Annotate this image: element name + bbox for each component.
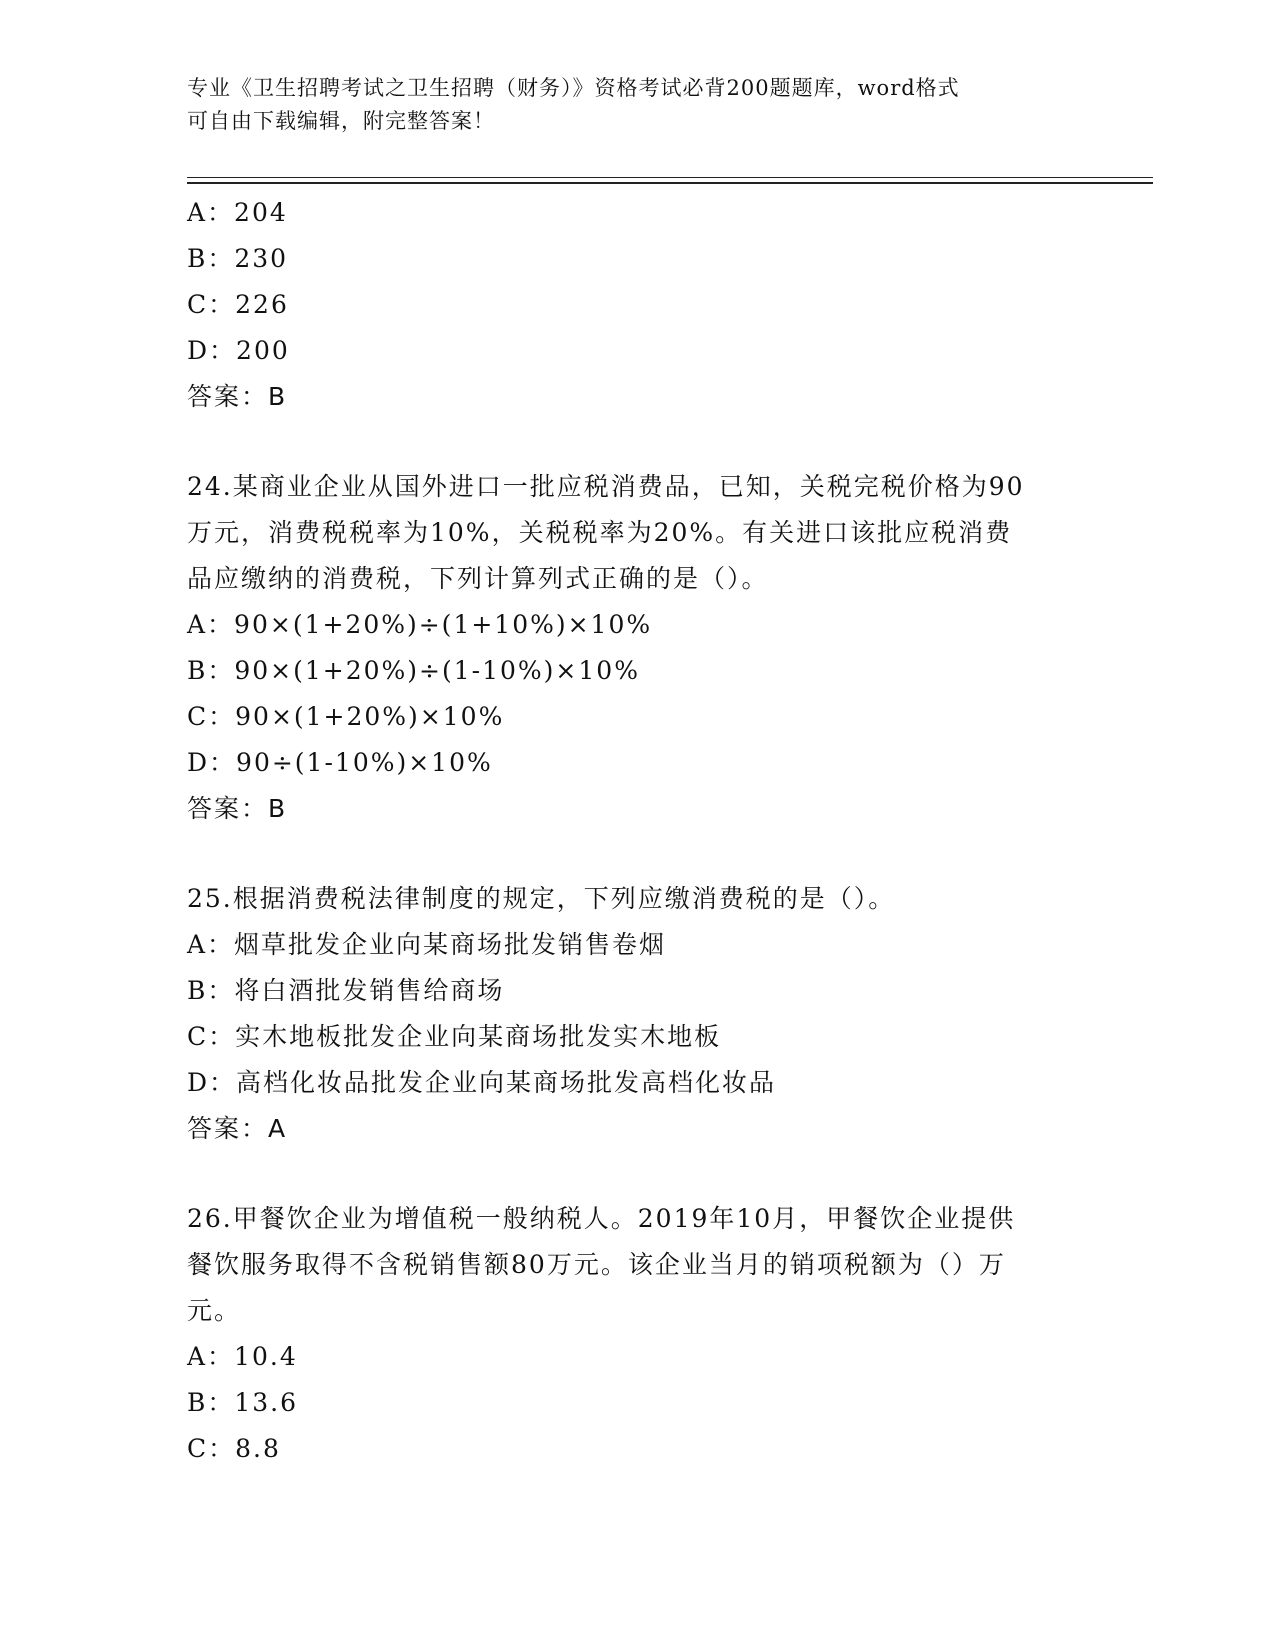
q23-answer: 答案：B: [187, 382, 288, 411]
spacer: [187, 420, 1087, 464]
q24-option-d: D：90÷(1-10%)×10%: [187, 748, 493, 777]
q25-stem-line-1: 25.根据消费税法律制度的规定，下列应缴消费税的是（）。: [187, 884, 896, 913]
question-content: [187, 190, 1087, 1472]
question-26-block: [187, 1196, 1087, 1472]
spacer: [187, 1152, 1087, 1196]
q24-option-a: A：90×(1+20%)÷(1+10%)×10%: [187, 610, 653, 639]
q24-option-b: B：90×(1+20%)÷(1-10%)×10%: [187, 656, 640, 685]
q26-stem-line-1: 26.甲餐饮企业为增值税一般纳税人。2019年10月，甲餐饮企业提供: [187, 1204, 1016, 1233]
q25-option-b: B：将白酒批发销售给商场: [187, 976, 505, 1005]
q24-stem-line-3: 品应缴纳的消费税，下列计算列式正确的是（）。: [187, 564, 769, 593]
question-24-block: [187, 464, 1087, 832]
q26-stem-line-2: 餐饮服务取得不含税销售额80万元。该企业当月的销项税额为（）万: [187, 1250, 1006, 1279]
q26-stem-line-3: 元。: [187, 1296, 242, 1325]
question-25-block: [187, 876, 1087, 1152]
q24-stem-line-2: 万元，消费税税率为10%，关税税率为20%。有关进口该批应税消费: [187, 518, 1013, 547]
q23-option-a: A：204: [187, 198, 288, 227]
q25-answer: 答案：A: [187, 1114, 288, 1143]
q23-option-d: D：200: [187, 336, 290, 365]
header-divider-thin: [187, 177, 1153, 178]
spacer: [187, 832, 1087, 876]
document-header: [187, 72, 1067, 138]
header-title-line-1: 专业《卫生招聘考试之卫生招聘（财务）》资格考试必背200题题库，word格式: [187, 76, 960, 100]
q26-option-a: A：10.4: [187, 1342, 298, 1371]
q25-option-c: C：实木地板批发企业向某商场批发实木地板: [187, 1022, 722, 1051]
q24-answer: 答案：B: [187, 794, 288, 823]
header-divider-thick: [187, 182, 1153, 184]
question-23-block: [187, 190, 1087, 420]
q26-option-c: C：8.8: [187, 1434, 281, 1463]
q24-stem-line-1: 24.某商业企业从国外进口一批应税消费品，已知，关税完税价格为90: [187, 472, 1025, 501]
q25-option-a: A：烟草批发企业向某商场批发销售卷烟: [187, 930, 667, 959]
header-title-line-2: 可自由下载编辑，附完整答案！: [187, 109, 495, 133]
q24-option-c: C：90×(1+20%)×10%: [187, 702, 505, 731]
q25-option-d: D：高档化妆品批发企业向某商场批发高档化妆品: [187, 1068, 777, 1097]
q26-option-b: B：13.6: [187, 1388, 299, 1417]
q23-option-b: B：230: [187, 244, 289, 273]
q23-option-c: C：226: [187, 290, 289, 319]
